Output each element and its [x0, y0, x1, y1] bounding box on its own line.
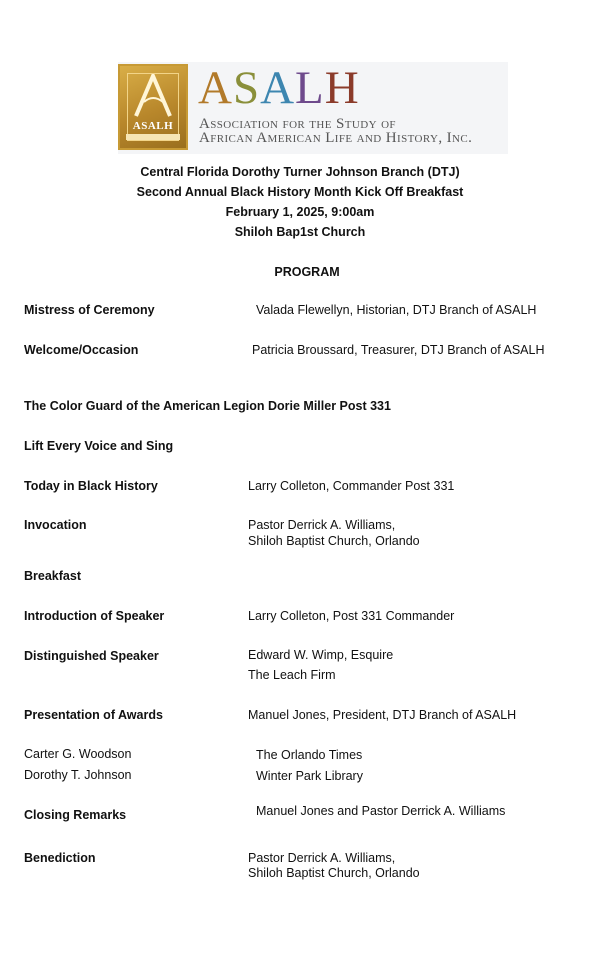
- brand-letter: H: [324, 62, 360, 114]
- benediction-value-line1: Pastor Derrick A. Williams,: [248, 851, 396, 865]
- benediction-value-line2: Shiloh Baptist Church, Orlando: [248, 866, 420, 880]
- woodson-award-value: The Orlando Times: [256, 748, 363, 762]
- closing-remarks-value: Manuel Jones and Pastor Derrick A. Williams: [256, 804, 506, 818]
- color-guard-label: The Color Guard of the American Legion Dorie Miller Post 331: [24, 399, 391, 413]
- mistress-value: Valada Flewellyn, Historian, DTJ Branch of ASALH: [256, 303, 537, 317]
- today-in-history-value: Larry Colleton, Commander Post 331: [248, 479, 455, 493]
- benediction-label: Benediction: [24, 851, 96, 865]
- asalh-seal-logo: [118, 64, 188, 150]
- event-venue: Shiloh Bap1st Church: [234, 225, 366, 239]
- program-heading: PROGRAM: [274, 265, 340, 279]
- invocation-label: Invocation: [24, 518, 87, 532]
- johnson-award-label: Dorothy T. Johnson: [24, 768, 132, 782]
- seal-text: ASALH: [132, 120, 174, 132]
- lift-every-voice-label: Lift Every Voice and Sing: [24, 439, 174, 453]
- today-in-history-label: Today in Black History: [24, 479, 158, 493]
- welcome-label: Welcome/Occasion: [24, 343, 139, 357]
- brand-subtitle-line2: African American Life and History, Inc.: [199, 130, 473, 146]
- awards-label: Presentation of Awards: [24, 708, 163, 722]
- distinguished-speaker-value-line1: Edward W. Wimp, Esquire: [248, 648, 394, 662]
- brand-subtitle-line1: Association for the Study of: [199, 116, 396, 132]
- welcome-value: Patricia Broussard, Treasurer, DTJ Branch of ASALH: [252, 343, 545, 357]
- brand-letter: L: [295, 62, 325, 114]
- brand-letter: S: [232, 62, 261, 114]
- seal-letter-a-icon: [132, 74, 174, 118]
- branch-name: Central Florida Dorothy Turner Johnson Branch (DTJ): [140, 165, 460, 179]
- event-title: Second Annual Black History Month Kick Off Breakfast: [136, 185, 464, 199]
- brand-letters: [198, 64, 360, 112]
- invocation-value-line1: Pastor Derrick A. Williams,: [248, 518, 396, 532]
- invocation-value-line2: Shiloh Baptist Church, Orlando: [248, 534, 420, 548]
- closing-remarks-label: Closing Remarks: [24, 808, 127, 822]
- distinguished-speaker-label: Distinguished Speaker: [24, 649, 159, 663]
- brand-letter: A: [198, 62, 233, 114]
- awards-value: Manuel Jones, President, DTJ Branch of ASALH: [248, 708, 517, 722]
- seal-ribbon: [126, 134, 180, 140]
- breakfast-label: Breakfast: [24, 569, 81, 583]
- brand-letter: A: [260, 62, 296, 114]
- distinguished-speaker-value-line2: The Leach Firm: [248, 668, 336, 682]
- brand-wordmark: [198, 64, 360, 112]
- woodson-award-label: Carter G. Woodson: [24, 747, 132, 761]
- event-date: February 1, 2025, 9:00am: [225, 205, 375, 219]
- intro-speaker-value: Larry Colleton, Post 331 Commander: [248, 609, 455, 623]
- intro-speaker-label: Introduction of Speaker: [24, 609, 165, 623]
- brand-subtitle: [199, 117, 499, 145]
- mistress-label: Mistress of Ceremony: [24, 303, 155, 317]
- johnson-award-value: Winter Park Library: [256, 769, 363, 783]
